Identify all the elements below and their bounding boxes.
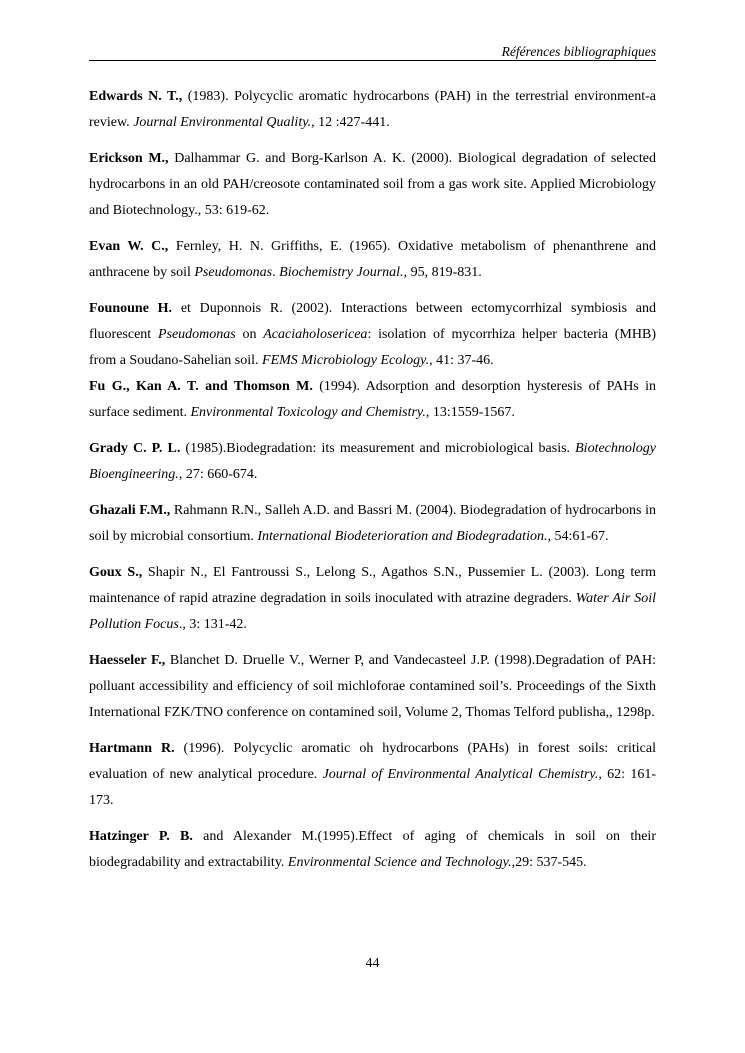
reference-text: (1983). Polycyclic aromatic hydrocarbons (PAH) in the terrestrial environment-a review. — [89, 89, 656, 130]
reference-entry — [89, 436, 656, 488]
reference-authors: Fu G., Kan A. T. and Thomson M. — [89, 379, 313, 394]
reference-entry — [89, 736, 656, 814]
reference-entry — [89, 296, 656, 374]
reference-entry — [89, 374, 656, 426]
running-title: Références bibliographiques — [501, 44, 656, 59]
reference-entry — [89, 560, 656, 638]
reference-entry — [89, 234, 656, 286]
reference-text: on — [235, 327, 264, 342]
page-number: 44 — [365, 956, 380, 971]
reference-organism: Pseudomonas — [157, 327, 236, 342]
reference-entry — [89, 648, 656, 726]
reference-volume: , 62: 161-173. — [89, 767, 656, 808]
reference-journal: Biotechnology Bioengineering. — [89, 441, 656, 482]
reference-journal: Journal of Environmental Analytical Chemistry. — [322, 767, 599, 782]
reference-journal: Water Air Soil Pollution Focus — [89, 591, 656, 632]
reference-organism: Pseudomonas — [194, 265, 273, 280]
reference-volume: , 41: 37-46. — [429, 353, 494, 368]
reference-authors: Hatzinger P. B. — [89, 829, 193, 844]
reference-journal: FEMS Microbiology Ecology. — [262, 353, 430, 368]
reference-volume: , 95, 819-831. — [403, 265, 482, 280]
reference-text: Blanchet D. Druelle V., Werner P, and Vandecasteel J.P. (1998).Degradation of PAH: polluant accessibility and efficiency of soil michloforae contamined soil’s. Proceedings of the Sixth International FZK/TNO conference on contamined soil, Volume 2, Thomas Telford publisha,, 1298p. — [89, 653, 656, 720]
reference-volume: ,29: 537-545. — [511, 855, 587, 870]
page-header — [89, 43, 656, 61]
reference-journal: Journal Environmental Quality. — [133, 115, 312, 130]
reference-text: et Duponnois R. (2002). Interactions between ectomycorrhizal symbiosis and fluorescent — [89, 301, 656, 342]
reference-entry — [89, 824, 656, 876]
reference-journal: Environmental Toxicology and Chemistry. — [190, 405, 426, 420]
reference-authors: Goux S., — [89, 565, 143, 580]
reference-entry — [89, 84, 656, 136]
reference-text: Rahmann R.N., Salleh A.D. and Bassri M. (2004). Biodegradation of hydrocarbons in soil by microbial consortium. — [89, 503, 657, 544]
reference-volume: , 12 :427-441. — [311, 115, 390, 130]
reference-text: . — [272, 265, 280, 280]
reference-authors: Haesseler F., — [89, 653, 166, 668]
reference-entry — [89, 146, 656, 224]
reference-text: Dalhammar G. and Borg-Karlson A. K. (2000). Biological degradation of selected hydrocarbons in an old PAH/creosote contaminated soil from a gas work site. Applied Microbiology and Biotechnology., 53: 619-62. — [89, 151, 656, 218]
reference-journal: International Biodeterioration and Biodegradation. — [257, 529, 548, 544]
reference-authors: Founoune H. — [89, 301, 173, 316]
reference-volume: , 13:1559-1567. — [425, 405, 515, 420]
reference-text: (1985).Biodegradation: its measurement and microbiological basis. — [180, 441, 576, 456]
reference-authors: Grady C. P. L. — [89, 441, 181, 456]
reference-authors: Evan W. C., — [89, 239, 169, 254]
reference-entry — [89, 498, 656, 550]
reference-organism: Acaciaholosericea — [263, 327, 368, 342]
reference-authors: Hartmann R. — [89, 741, 175, 756]
reference-journal: Biochemistry Journal. — [279, 265, 404, 280]
reference-volume: ., 3: 131-42. — [178, 617, 247, 632]
reference-text: and Alexander M.(1995).Effect of aging of chemicals in soil on their biodegradability and extractability. — [89, 829, 656, 870]
reference-text: : isolation of mycorrhiza helper bacteria (MHB) from a Soudano-Sahelian soil. — [89, 327, 656, 368]
reference-journal: Environmental Science and Technology. — [287, 855, 512, 870]
reference-text: (1996). Polycyclic aromatic oh hydrocarbons (PAHs) in forest soils: critical evaluation of new analytical procedure. — [89, 741, 656, 782]
reference-volume: , 54:61-67. — [547, 529, 609, 544]
reference-authors: Erickson M., — [89, 151, 169, 166]
reference-list — [89, 84, 656, 886]
reference-volume: , 27: 660-674. — [178, 467, 258, 482]
reference-authors: Ghazali F.M., — [89, 503, 171, 518]
reference-authors: Edwards N. T., — [89, 89, 183, 104]
reference-text: Fernley, H. N. Griffiths, E. (1965). Oxidative metabolism of phenanthrene and anthracene by soil — [89, 239, 657, 280]
reference-text: (1994). Adsorption and desorption hysteresis of PAHs in surface sediment. — [89, 379, 656, 420]
reference-text: Shapir N., El Fantroussi S., Lelong S., Agathos S.N., Pussemier L. (2003). Long term maintenance of rapid atrazine degradation in soils inoculated with atrazine degraders. — [89, 565, 657, 606]
